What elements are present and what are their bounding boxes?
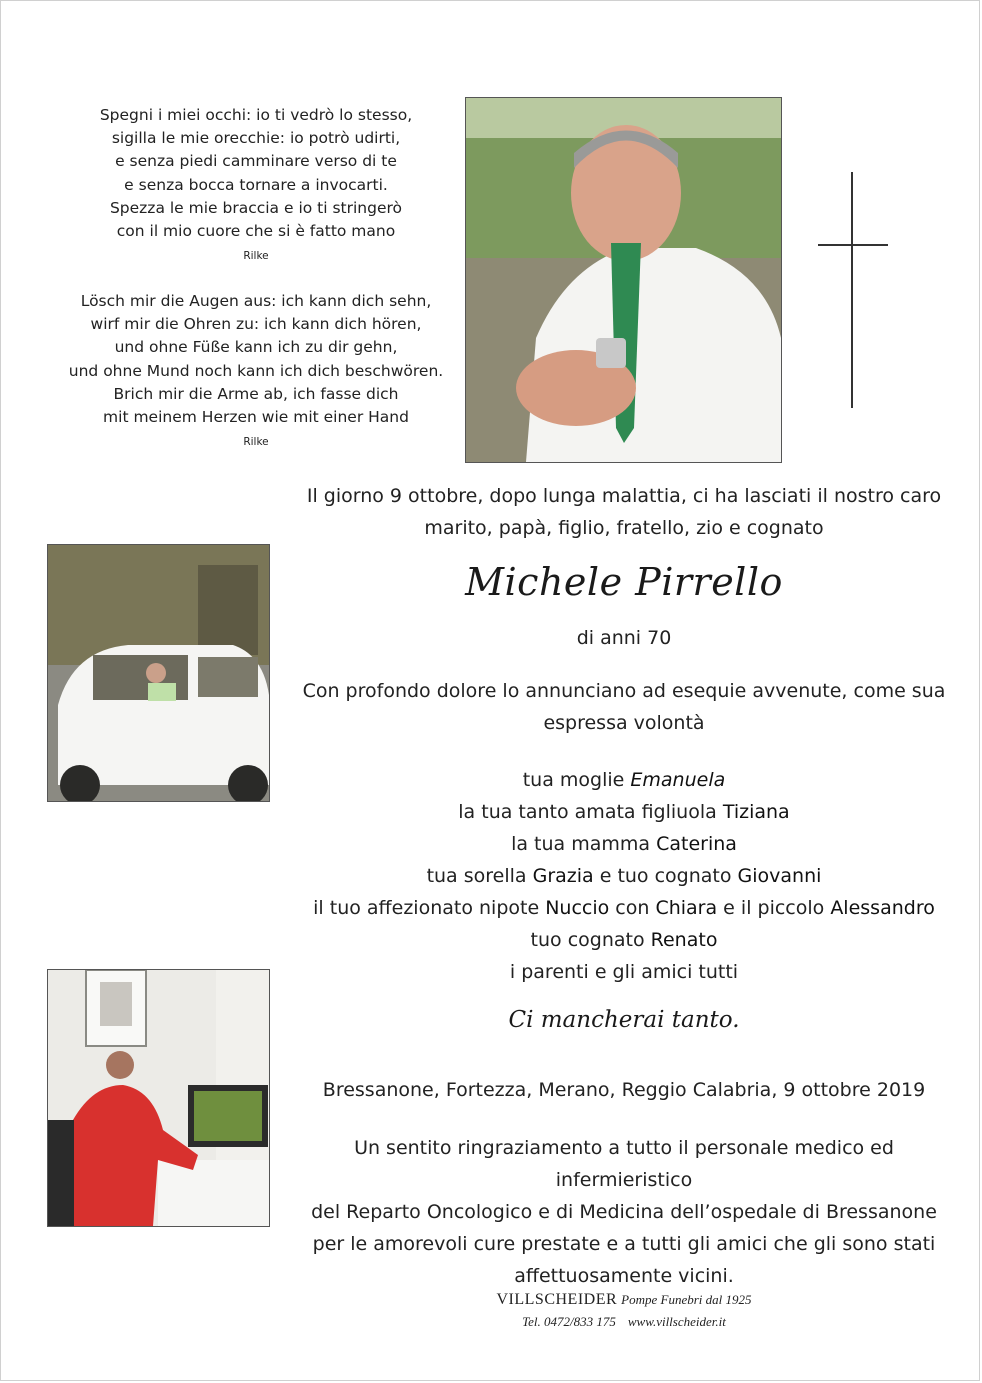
announcement-line: Con profondo dolore lo annunciano ad esequie avvenute, come sua (302, 680, 946, 702)
family-text: la tua tanto amata figliuola (458, 801, 723, 823)
footer-contact-line (440, 1311, 808, 1333)
portrait-illustration (466, 98, 781, 462)
thanks-line: Un sentito ringraziamento a tutto il personale medico ed infermieristico (354, 1137, 894, 1191)
cross-vertical (851, 172, 853, 408)
family-name: Alessandro (830, 897, 935, 919)
poem-line: sigilla le mie orecchie: io potrò udirti, (111, 129, 401, 148)
poem-line: Spegni i miei occhi: io ti vedrò lo stesso, (99, 106, 413, 124)
car-photo (47, 544, 270, 802)
poem-line: und ohne Mund noch kann ich dich beschwören. (68, 361, 444, 380)
family-line-wife (300, 764, 948, 796)
family-line-relatives: i parenti e gli amici tutti (509, 961, 739, 983)
family-text: e il piccolo (717, 897, 831, 919)
thanks-line: del Reparto Oncologico e di Medicina dell’ospedale di Bressanone (311, 1201, 937, 1223)
thanks-line: per le amorevoli cure prestate e a tutti gli amici che gli sono stati (312, 1233, 936, 1255)
family-name: Caterina (656, 833, 737, 855)
family-name: Chiara (655, 897, 718, 919)
office-photo (47, 969, 270, 1227)
family-name: Tiziana (722, 801, 790, 823)
family-name: Giovanni (737, 865, 822, 887)
portrait-photo (465, 97, 782, 463)
poem-german (60, 290, 452, 449)
intro-line: marito, papà, figlio, fratello, zio e cognato (424, 517, 824, 539)
family-text: tua moglie (522, 769, 631, 791)
announcement-text (300, 675, 948, 739)
poem-line: wirf mir die Ohren zu: ich kann dich hören, (90, 315, 422, 334)
farewell-phrase: Ci mancherai tanto. (508, 1007, 740, 1033)
announcement-line: espressa volontà (543, 712, 705, 734)
poem-line: Lösch mir die Augen aus: ich kann dich sehn, (80, 292, 432, 310)
funeral-home-name: VILLSCHEIDER (496, 1291, 618, 1308)
cross-horizontal (818, 244, 888, 246)
deceased-name: Michele Pirrello (465, 560, 783, 604)
age-text: di anni 70 (576, 627, 672, 649)
family-text: con (609, 897, 656, 919)
office-illustration (48, 970, 269, 1226)
thanks-text (300, 1132, 948, 1292)
family-text: tuo cognato (530, 929, 651, 951)
poem-line: mit meinem Herzen wie mit einer Hand (103, 408, 409, 427)
family-text: tua sorella (426, 865, 533, 887)
footer-website[interactable]: www.villscheider.it (627, 1314, 726, 1329)
family-name: Grazia (532, 865, 594, 887)
poem-author: Rilke (243, 436, 269, 449)
family-list (300, 764, 948, 988)
family-text: la tua mamma (511, 833, 657, 855)
footer-brand-line (440, 1289, 808, 1311)
family-text: e tuo cognato (593, 865, 738, 887)
poem-line: e senza piedi camminare verso di te (115, 152, 397, 171)
family-line-sister (300, 860, 948, 892)
place-date: Bressanone, Fortezza, Merano, Reggio Calabria, 9 ottobre 2019 (322, 1079, 926, 1101)
family-line-mother (300, 828, 948, 860)
poem-line: e senza bocca tornare a invocarti. (124, 175, 388, 194)
family-name: Nuccio (545, 897, 610, 919)
poem-line: Brich mir die Arme ab, ich fasse dich (113, 384, 399, 403)
family-name: Emanuela (630, 769, 726, 791)
poem-line: con il mio cuore che si è fatto mano (116, 222, 396, 241)
intro-line: Il giorno 9 ottobre, dopo lunga malattia, ci ha lasciati il nostro caro (306, 485, 942, 507)
family-line-daughter (300, 796, 948, 828)
thanks-line: affettuosamente vicini. (514, 1265, 734, 1287)
poem-italian (60, 104, 452, 263)
family-line-brother-in-law (300, 924, 948, 956)
poem-author: Rilke (243, 250, 269, 263)
funeral-home-footer (440, 1289, 808, 1333)
intro-text (300, 480, 948, 544)
family-text: il tuo affezionato nipote (313, 897, 546, 919)
poem-line: und ohne Füße kann ich zu dir gehn, (114, 338, 398, 357)
funeral-home-tagline: Pompe Funebri dal 1925 (621, 1292, 752, 1307)
poem-line: Spezza le mie braccia e io ti stringerò (109, 198, 403, 217)
car-illustration (48, 545, 269, 801)
family-name: Renato (650, 929, 718, 951)
family-line-nephew (300, 892, 948, 924)
footer-phone: Tel. 0472/833 175 (522, 1314, 616, 1329)
